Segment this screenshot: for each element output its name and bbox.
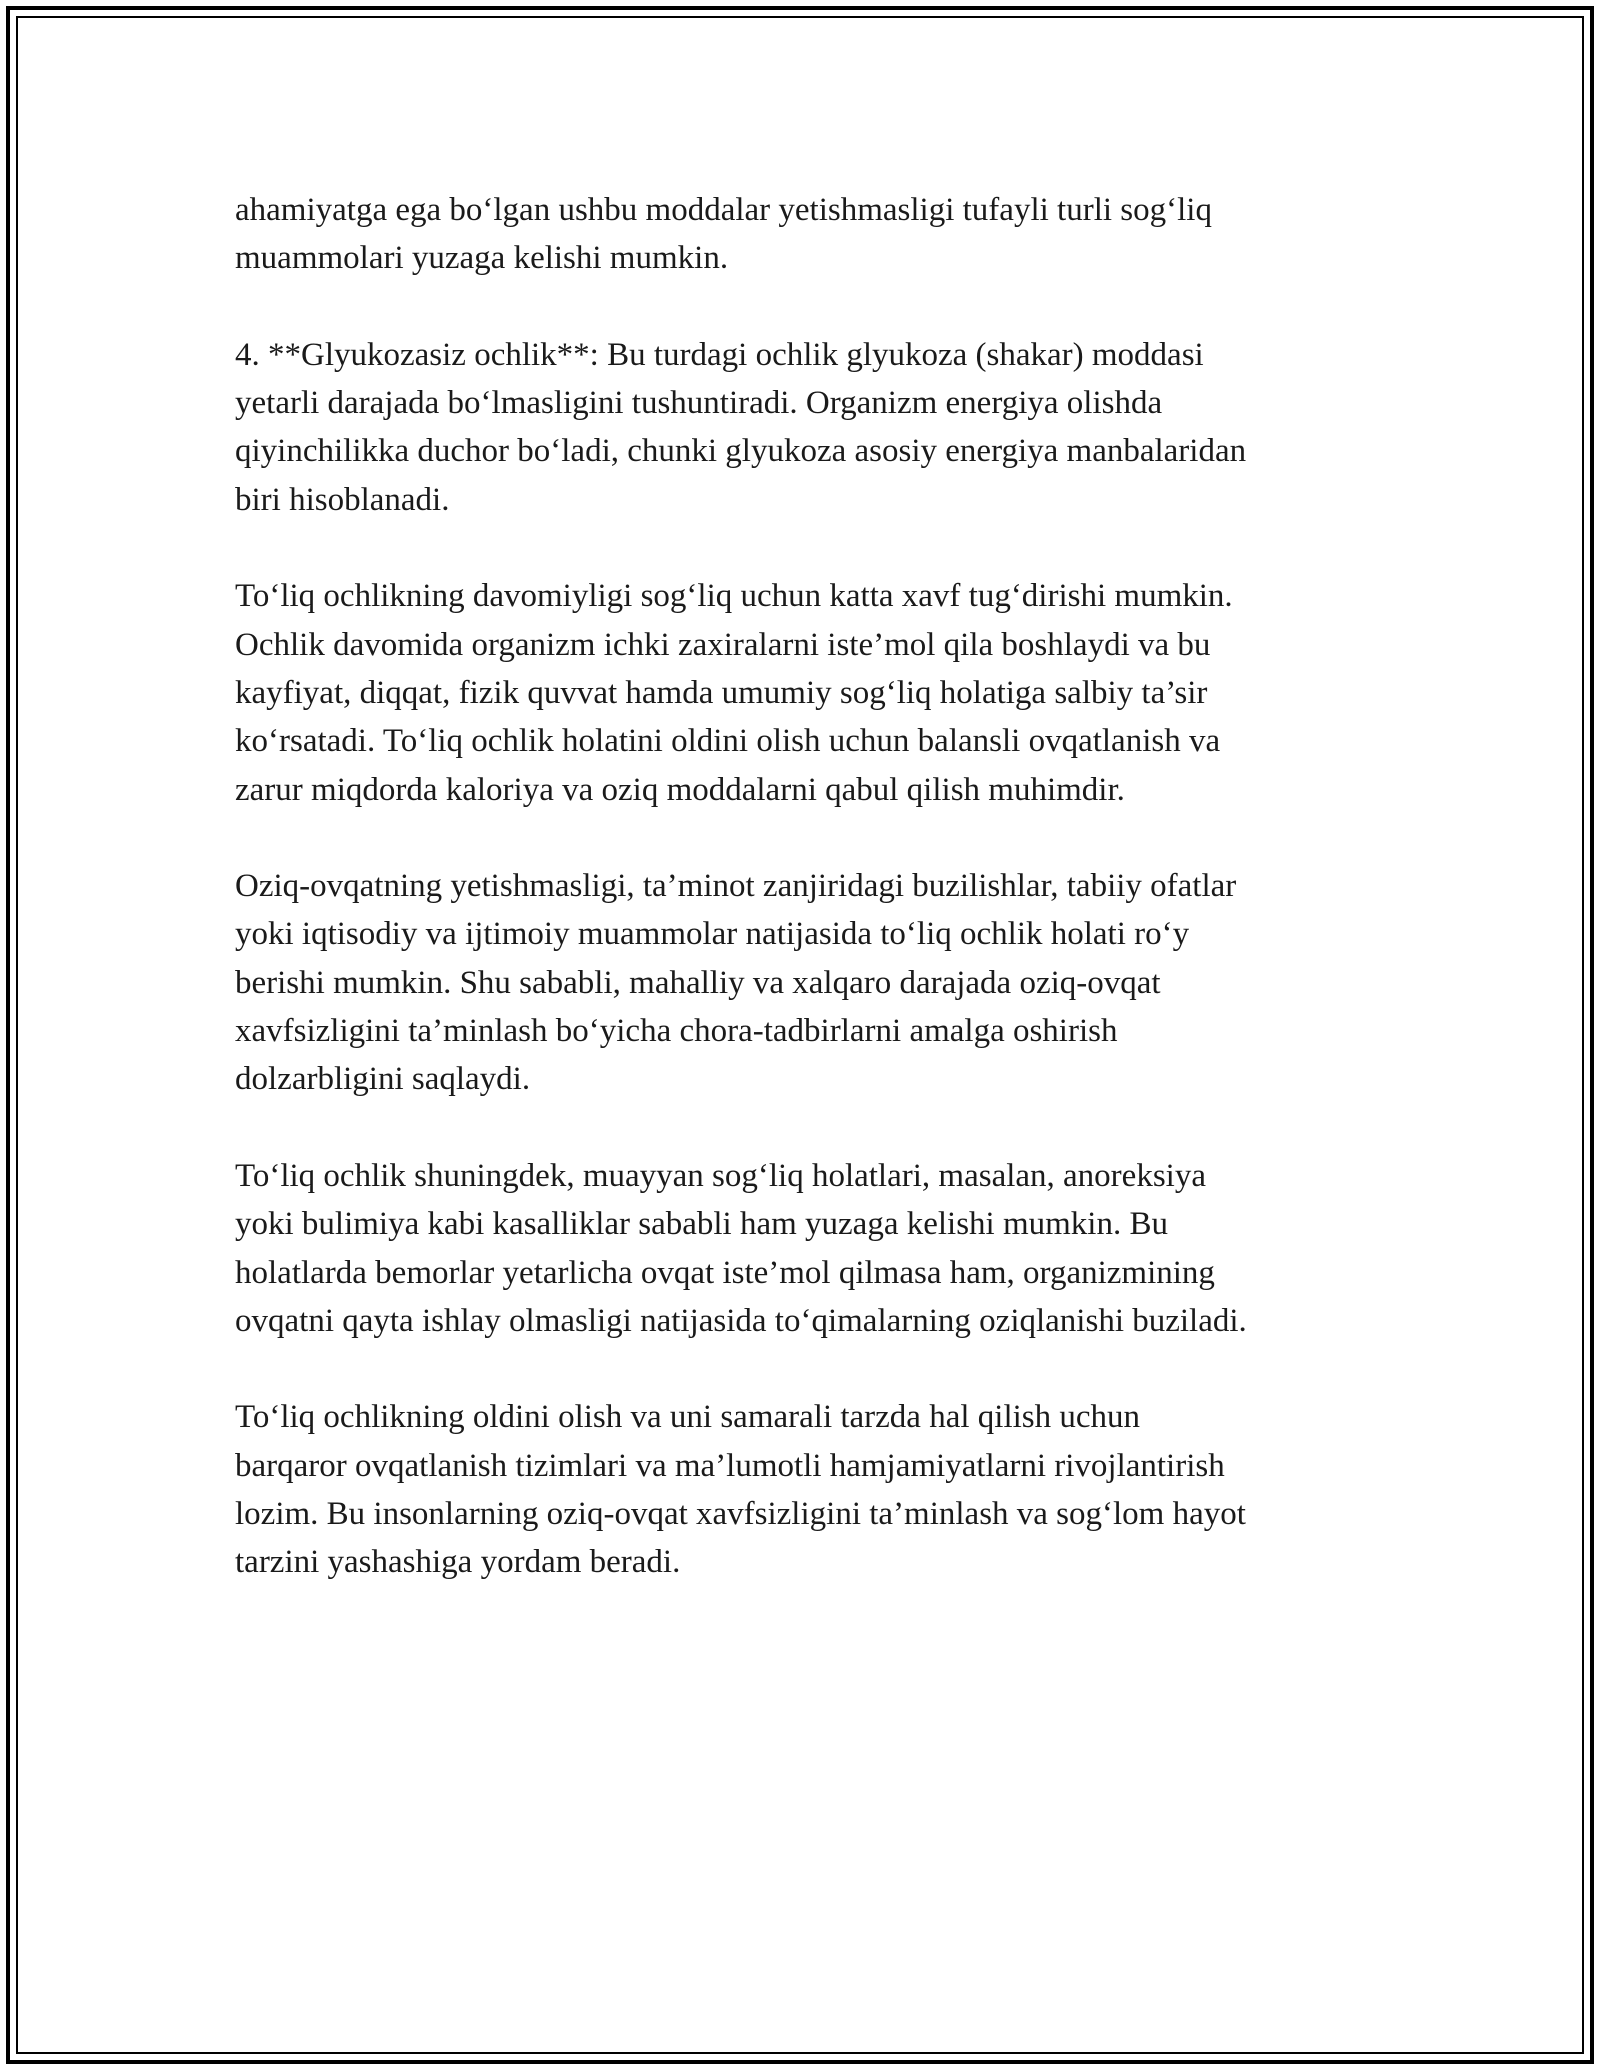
paragraph-4: Oziq-ovqatning yetishmasligi, ta’minot zanjiridagi buzilishlar, tabiiy ofatlar yoki iqtisodiy va ijtimoiy muammolar natijasida to‘liq ochlik holati ro‘y berishi mumkin. Shu sababli, mahalliy va xalqaro darajada oziq-ovqat xavfsizligini ta’minlash bo‘yicha chora-tadbirlarni amalga oshirish dolzarbligini saqlaydi. (235, 868, 1237, 1098)
paragraph-2: 4. **Glyukozasiz ochlik**: Bu turdagi ochlik glyukoza (shakar) moddasi yetarli darajada bo‘lmasligini tushuntiradi. Organizm energiya olishda qiyinchilikka duchor bo‘ladi, chunki glyukoza asosiy energiya manbalaridan biri hisoblanadi. (235, 336, 1247, 518)
paragraph-3: To‘liq ochlikning davomiyligi sog‘liq uchun katta xavf tug‘dirishi mumkin. Ochlik davomida organizm ichki zaxiralarni iste’mol qila boshlaydi va bu kayfiyat, diqqat, fizik quvvat hamda umumiy sog‘liq holatiga salbiy ta’sir ko‘rsatadi. To‘liq ochlik holatini oldini olish uchun balansli ovqatlanish va zarur miqdorda kaloriya va oziq moddalarni qabul qilish muhimdir. (235, 578, 1233, 808)
document-body (235, 186, 1385, 1635)
paragraph-1: ahamiyatga ega bo‘lgan ushbu moddalar yetishmasligi tufayli turli sog‘liq muammolari yuzaga kelishi mumkin. (235, 192, 1212, 277)
paragraph-6: To‘liq ochlikning oldini olish va uni samarali tarzda hal qilish uchun barqaror ovqatlanish tizimlari va ma’lumotli hamjamiyatlarni rivojlantirish lozim. Bu insonlarning oziq-ovqat xavfsizligini ta’minlash va sog‘lom hayot tarzini yashashiga yordam beradi. (235, 1399, 1246, 1581)
paragraph-5: To‘liq ochlik shuningdek, muayyan sog‘liq holatlari, masalan, anoreksiya yoki bulimiya kabi kasalliklar sababli ham yuzaga kelishi mumkin. Bu holatlarda bemorlar yetarlicha ovqat iste’mol qilmasa ham, organizmining ovqatni qayta ishlay olmasligi natijasida to‘qimalarning oziqlanishi buziladi. (235, 1157, 1247, 1339)
